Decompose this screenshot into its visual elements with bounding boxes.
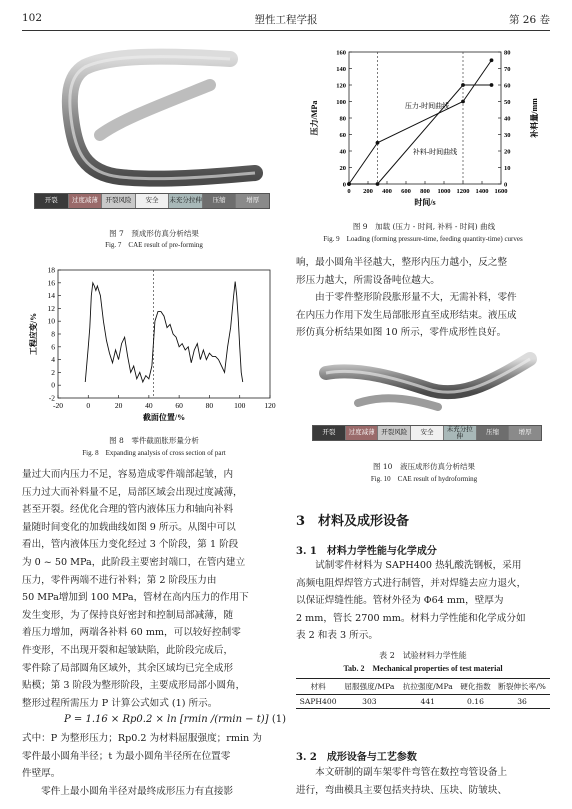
fig8-x-tick-label: 20: [114, 401, 123, 410]
formula-expression: P = 1.16 × Rp0.2 × ln [rmin /(rmin − t)]: [64, 714, 269, 725]
fig8-y-tick-label: -2: [48, 393, 55, 403]
fig9-y-left-tick-label: 140: [336, 66, 346, 73]
fig8-x-tick-label: 0: [86, 401, 91, 410]
fig8-y-tick-label: 8: [51, 329, 55, 339]
table2-cell: 0.16: [467, 697, 484, 706]
sub32-line: 本文研制的副车架零件弯管在数控弯管设备上: [296, 767, 508, 778]
fig9-y-right-axis-label: 补料量/mm: [530, 98, 539, 138]
table2-title-en: Tab. 2 Mechanical properties of test material: [343, 664, 503, 673]
left-body-line: 50 MPa增加到 100 MPa，管材在高内压力的作用下: [22, 592, 249, 604]
fig9-y-right-tick-label: 50: [504, 99, 511, 106]
right-body-line: 响，最小圆角半径越大，整形内压力越小，反之整: [296, 257, 508, 268]
fig9-y-left-tick-label: 40: [339, 148, 346, 156]
fig8-series-line: [85, 282, 242, 382]
legend-item: 安全: [136, 194, 170, 208]
fig8-caption-en: Fig. 8 Expanding analysis of cross section of part: [82, 449, 226, 457]
fig9-x-tick-label: 1200: [456, 188, 470, 195]
table2-body: [296, 695, 550, 709]
fig7-caption-en: Fig. 7 CAE result of pre-forming: [105, 241, 203, 249]
fig10-caption-en: Fig. 10 CAE result of hydroforming: [370, 475, 478, 483]
legend-item: 开裂风险: [378, 426, 411, 440]
fig7-legend: [34, 193, 270, 209]
sub31-line: 以保证焊缝性能。管材外径为 Φ64 mm，壁厚为: [296, 595, 504, 607]
sub32-line: 进行，弯曲模具主要包括夹持块、压块、防皱块、: [296, 784, 508, 796]
left-after-line: 零件最小圆角半径；t 为最小圆角半径所在位置零: [22, 750, 231, 762]
fig8-x-tick-label: 100: [234, 401, 246, 410]
subsection-3-1-title: 3. 1 材料力学性能与化学成分: [296, 546, 437, 557]
left-after-line: 件壁厚。: [22, 768, 61, 780]
legend-item: 过度减薄: [69, 194, 103, 208]
formula-number: (1): [271, 714, 286, 725]
left-body-line: 量随时间变化的加载曲线如图 9 所示。从图中可以: [22, 521, 236, 533]
fig9-x-tick-label: 600: [401, 188, 411, 195]
fig9-y-right-tick-label: 80: [504, 49, 511, 57]
fig9-y-right-tick-label: 30: [504, 132, 511, 139]
left-after-formula: [22, 730, 286, 800]
fig10-image: [318, 345, 538, 423]
fig8-chart: [28, 264, 280, 426]
fig9-y-right-tick-label: 40: [504, 115, 511, 123]
fig8-x-tick-label: 120: [264, 401, 276, 410]
legend-item: 开裂: [35, 194, 69, 208]
subsection-3-2-text: [296, 764, 550, 799]
fig10-legend: [312, 425, 542, 441]
right-body-line: 在内压力作用下发生局部胀形直至成形结束。液压成: [296, 309, 517, 321]
fig9-y-left-axis-label: 压力/MPa: [310, 100, 319, 136]
legend-item: 未充分拉伸: [169, 194, 203, 208]
fig9-x-tick-label: 400: [382, 188, 392, 195]
fig8-y-tick-label: 16: [47, 278, 55, 288]
left-body-line: 量过大而内压力不足，容易造成零件端部起皱，内: [22, 469, 234, 480]
fig9-y-right-tick-label: 10: [504, 165, 511, 172]
fig7-image: [40, 45, 270, 190]
fig9-plot-frame: [349, 52, 501, 184]
table2-header-cell: 材料: [310, 682, 326, 691]
table2-cell: SAPH400: [299, 697, 337, 706]
fig9-y-left-tick-label: 100: [336, 99, 346, 106]
fig9-y-left-tick-label: 20: [339, 165, 346, 172]
fig9-x-tick-label: 0: [347, 188, 351, 195]
left-body-text: [22, 466, 286, 712]
table-row: [296, 695, 550, 709]
fig9-caption-en: Fig. 9 Loading (forming pressure-time, feeding quantity-time) curves: [323, 235, 523, 243]
fig9-series-line: [349, 60, 492, 184]
sub31-line: 高频电阻焊焊管方式进行制管，并对焊缝去应力退火，: [296, 577, 527, 589]
fig9-data-point: [461, 83, 465, 87]
fig9-y-right-tick-label: 20: [504, 148, 511, 156]
fig9-series-line: [349, 85, 492, 184]
fig7-caption-cn: 图 7 预成形仿真分析结果: [109, 229, 199, 238]
fig9-data-point: [376, 182, 380, 186]
fig9-y-right-tick-label: 0: [504, 181, 508, 189]
table2-header-cell: 抗拉强度/MPa: [402, 682, 453, 691]
left-body-line: 甚至开裂。经优化合理的管内液体压力和轴向补料: [22, 504, 234, 516]
fig8-y-tick-label: 14: [47, 291, 55, 301]
legend-item: 开裂: [313, 426, 346, 440]
sub31-line: 试制零件材料为 SAPH400 热轧酸洗钢板，采用: [296, 560, 522, 571]
fig8-y-tick-label: 10: [47, 316, 55, 326]
fig9-series-label: 压力-时间曲线: [404, 102, 450, 110]
legend-item: 未充分拉伸: [444, 426, 477, 440]
section-3-title: 3 材料及成形设备: [296, 514, 410, 529]
fig8-x-tick-label: 40: [145, 401, 153, 410]
table2-cell: 441: [420, 697, 435, 706]
table2-header-cell: 屈服强度/MPa: [344, 682, 395, 691]
table2-header-cell: 断裂伸长率/%: [498, 682, 546, 691]
legend-item: 压缩: [203, 194, 237, 208]
legend-item: 开裂风险: [102, 194, 136, 208]
fig8-y-tick-label: 2: [51, 367, 55, 377]
fig8-x-tick-label: -20: [53, 401, 63, 410]
left-body-line: 件变形，不出现开裂和起皱缺陷，此阶段完成后，: [22, 644, 234, 656]
fig9-y-left-tick-label: 120: [336, 82, 346, 90]
table2: [296, 678, 550, 709]
fig10-caption-cn: 图 10 液压成形仿真分析结果: [373, 462, 475, 471]
fig8-plot-frame: [58, 270, 270, 398]
left-body-line: 为 0 ~ 50 MPa，此阶段主要密封端口，在管内建立: [22, 556, 246, 568]
volume-label: 第 26 卷: [508, 14, 550, 26]
fig9-data-point: [347, 182, 351, 186]
table2-cell: 303: [362, 697, 377, 706]
header-rule: [22, 30, 550, 31]
fig8-y-axis-label: 工程应变/%: [29, 312, 38, 356]
journal-title: 塑性工程学报: [254, 14, 318, 26]
left-body-line: 零件除了局部圆角区域外，其余区域均已完全成形: [22, 662, 234, 674]
fig9-x-tick-label: 1000: [437, 188, 451, 195]
fig9-data-point: [461, 100, 465, 104]
legend-item: 过度减薄: [346, 426, 379, 440]
table2-header-row: [296, 679, 550, 695]
fig8-y-tick-label: 0: [51, 380, 55, 390]
fig8-y-tick-label: 4: [51, 355, 55, 365]
fig9-x-tick-label: 1400: [475, 188, 489, 195]
sub31-line: 2 mm，管长 2700 mm。材料力学性能和化学成分如: [296, 612, 526, 624]
left-body-line: 看出，管内液体压力变化经过 3 个阶段，第 1 阶段: [22, 539, 239, 551]
fig9-data-point: [490, 58, 494, 62]
table2-cell: 36: [517, 697, 527, 706]
right-body-line: 形压力越大，所需设备吨位越大。: [296, 274, 440, 286]
fig8-y-tick-label: 6: [51, 342, 55, 352]
subsection-3-1-text: [296, 557, 550, 645]
table2-title-cn: 表 2 试验材料力学性能: [379, 651, 467, 660]
left-body-line: 着压力增加，两端各补料 60 mm，可以较好控制零: [22, 627, 241, 639]
right-body-text: [296, 254, 550, 342]
legend-item: 增厚: [509, 426, 541, 440]
fig8-x-tick-label: 60: [175, 401, 183, 410]
fig9-data-point: [490, 83, 494, 87]
fig9-caption-cn: 图 9 加载 (压力 - 时间, 补料 - 时间) 曲线: [352, 222, 496, 231]
left-after-line: 零件上最小圆角半径对最终成形压力有直接影: [22, 785, 234, 797]
page-number: 102: [22, 12, 43, 24]
table2-header-cell: 硬化指数: [460, 682, 491, 691]
right-body-line: 由于零件整形阶段胀形量不大，无需补料，零件: [296, 292, 517, 304]
fig9-x-tick-label: 800: [420, 188, 430, 195]
fig8-y-tick-label: 18: [47, 265, 55, 275]
sub31-line: 表 2 和表 3 所示。: [296, 630, 378, 642]
left-after-line: 式中：P 为整形压力；Rp0.2 为材料屈服强度；rmin 为: [22, 733, 262, 744]
fig9-y-left-tick-label: 0: [342, 181, 346, 189]
legend-item: 压缩: [477, 426, 510, 440]
fig9-series-label: 补料-时间曲线: [412, 148, 458, 156]
fig8-y-tick-label: 12: [47, 303, 55, 313]
fig9-y-left-tick-label: 60: [339, 132, 346, 139]
left-body-line: 压力过大而补料量不足，局部区域会出现过度减薄，: [22, 486, 243, 498]
fig9-x-axis-label: 时间/s: [414, 198, 436, 207]
left-body-line: 压力，零件两端不进行补料；第 2 阶段压力由: [22, 574, 217, 586]
fig8-caption-cn: 图 8 零件截面胀形量分析: [109, 436, 199, 445]
legend-item: 安全: [411, 426, 444, 440]
right-body-line: 形仿真分析结果如图 10 所示，零件成形性良好。: [296, 327, 507, 339]
fig9-y-right-tick-label: 70: [504, 66, 511, 73]
fig9-x-tick-label: 1600: [494, 188, 508, 195]
fig9-y-left-tick-label: 80: [339, 115, 346, 123]
fig8-x-tick-label: 80: [205, 401, 214, 410]
left-body-line: 整形过程所需压力 P 计算公式如式 (1) 所示。: [22, 697, 218, 709]
subsection-3-2-title: 3. 2 成形设备与工艺参数: [296, 752, 417, 763]
fig9-chart: [305, 44, 545, 216]
fig9-y-left-tick-label: 160: [336, 49, 346, 57]
left-body-line: 贴模；第 3 阶段为整形阶段，主要成形局部小圆角，: [22, 680, 246, 692]
fig9-data-point: [376, 141, 380, 145]
fig9-y-right-tick-label: 60: [504, 82, 511, 90]
fig8-x-axis-label: 截面位置/%: [142, 413, 186, 422]
legend-item: 增厚: [236, 194, 269, 208]
fig9-x-tick-label: 200: [363, 188, 373, 195]
left-body-line: 发生变形，为了保持良好密封和控制局部减薄，随: [22, 609, 234, 621]
